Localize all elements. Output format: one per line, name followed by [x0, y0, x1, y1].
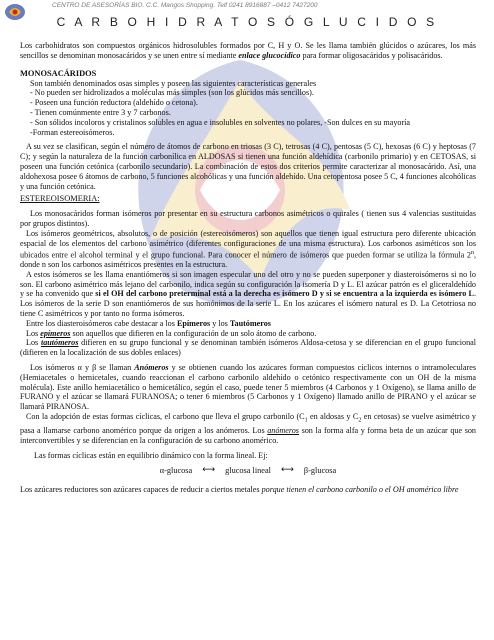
monosaccharides-heading: MONOSACÁRIDOS — [20, 68, 97, 78]
anomers-p2-c: en cetosas) se vuelve asimétrico y pasa a llamarse carbono anomérico porque da origen a los anómeros. Los — [20, 412, 476, 436]
stereo-p3-a: A estos isómeros se les llama enantiómeros si son imagen especular uno del otro y no se pueden superponer y diasteroisómeros si no lo son. El carbono asimétrico más lejano del carbonilo, indica según su configuración la isomería D y L. El azúcar patrón es el gliceraldehído y se ha convenido que — [20, 269, 476, 299]
property-item: - Son sólidos incoloros y cristalinos solubles en agua e insolubles en solventes no polares, -Son dulces en su mayoría — [30, 117, 411, 127]
stereo-p5-c: son aquellos que difieren en la configuración de un solo átomo de carbono. — [70, 328, 317, 338]
stereo-p4-a: Entre los diasteroisómeros cabe destacar a los — [26, 318, 177, 328]
stereo-p6-c: difieren en su grupo funcional y se denominan también isómeros Aldosa-cetosa y se diferencian en el grupo funcional (difieren en la localización de sus dobles enlaces) — [20, 338, 477, 358]
reducing-text-a: Los azúcares reductores son azúcares capaces de reducir a ciertos metales — [20, 484, 262, 494]
equilibrium-lead: Las formas cíclicas están en equilibrio dinámico con la forma lineal. Ej: — [34, 451, 268, 461]
term-anomers-def: anómeros — [267, 426, 299, 436]
property-item: - No pueden ser hidrolizados a moléculas más simples (son los glúcidos más sencillos). — [30, 88, 314, 98]
anomers-p2-b: en aldosas y C — [307, 412, 359, 422]
intro-text-a: Los carbohidratos son compuestos orgánicos hidrosolubles formados por C, H y O. Se les llama también glúcidos o azúcares, los más sencillos se denominan monosacáridos y se unen entre sí mediante — [20, 41, 476, 60]
term-epimers: Epímeros — [176, 318, 211, 328]
stereo-paragraph-4 — [20, 319, 476, 329]
anomers-p1-c: y se obtienen cuando los azúcares forman compuestos cíclicos internos o intramoleculares (Hemiacetales o hemicetales, cuando reaccionan el carbono carbonilo aldehído o cetónico respectivamente con un OH de la misma molécula). Este anillo hemiacetálico o hemicetálico, según el caso, puede tener 5 miembros (4 Carbonos y 1 Oxígeno), se llama anillo de FURANO y el azúcar se llamará FURANOSA; o tener 6 miembros (5 Carbonos y 1 Oxígeno) llamado anillo de PIRANO y el azúcar se llamará PIRANOSA. — [20, 363, 476, 412]
term-epimers-def: epímeros — [40, 328, 71, 338]
stereo-paragraph-1: Los monosacáridos forman isómeros por presentar en su estructura carbonos asimétricos o quirales ( tienen sus 4 valencias sustituidas por grupos distintos). — [20, 209, 476, 229]
stereo-p3-c: . Los isómeros de la serie D son enantiómeros de sus homónimos de la serie L. En los azúcares el isómero natural es D. La Cetotriosa no tiene C asimétricos y por tanto no forma isómeros. — [20, 289, 476, 319]
stereo-p5-a: Los — [26, 328, 41, 338]
stereo-p2-b: , donde n son los carbonos asimétricos presentes en la estructura. — [20, 250, 476, 270]
property-item: -Forman estereoisómeros. — [30, 127, 115, 137]
anomers-p1-a: Los isómeros α y β se llaman — [30, 363, 135, 373]
term-tautomers-def: tautómeros — [40, 338, 79, 348]
stereo-p2-a: Los isómeros geométricos, absolutos, o de posición (estereoisómeros) son aquellos que tienen igual estructura pero diferente ubicación espacial de los elementos del carbono asimétrico (diferentes configuraciones de una misma estructura). Los carbonos asiméticos son los ubicados entre el alcohol terminal y el grupo funcional. Para conocer el número de isómeros que pueden formar se utiliza la fórmula 2 — [20, 228, 476, 260]
reducing-sugars-paragraph — [20, 485, 476, 495]
stereo-paragraph-3 — [20, 270, 476, 319]
page-title: C A R B O H I D R A T O S Ó G L U C I D O S — [56, 15, 438, 29]
stereo-p4-c: y los — [210, 318, 230, 328]
classification-paragraph: A su vez se clasifican, según el número de átomos de carbono en triosas (3 C), tetrosas (4 C), pentosas (5 C), hexosas (6 C) y heptosas (7 C); y según la naturaleza de la función carbonílica en ALDOSAS si tienen una función aldehídica (carbonilo primario) y en CETOSAS, si poseen una función cetónica (carbonilo secundario). La combinación de estos dos criterios permite caracterizar al monosacárido. Así, una aldohexosa posee 6 átomos de carbono, 5 funciones alcohólicas y una función aldehído. Una cetopentosa posee 5 C, 4 funciones alcohólicas y una función cetónica. — [20, 142, 476, 191]
subscript-c1: 1 — [304, 417, 308, 424]
anomers-paragraph-2 — [20, 412, 476, 446]
formula-exponent: n — [470, 249, 474, 256]
stereo-p6-a: Los — [26, 338, 41, 348]
equilibrium-arrow-icon: ⟷ — [202, 464, 216, 475]
stereo-paragraph-5 — [20, 329, 476, 339]
anomers-p2-e: son la forma alfa y forma beta de un azúcar que son interconvertibles y se diferencian en la configuración de su carbono anomérico. — [20, 426, 476, 446]
property-item: - Tienen comúnmente entre 3 y 7 carbonos. — [30, 107, 171, 117]
institution-header: CENTRO DE ASESORÍAS BIO. C.C. Mangos Shopping. Telf 0241 8916887 –0412 7427200 — [52, 2, 318, 9]
anomers-paragraph-1 — [20, 363, 476, 412]
stereoisomerism-heading: ESTEREOISOMERIA: — [20, 194, 100, 204]
stereo-paragraph-6 — [20, 338, 476, 358]
equilibrium-arrow-icon: ⟷ — [280, 464, 294, 475]
equilibrium-row — [20, 466, 476, 476]
property-item: - Poseen una función reductora (aldehído o cetona). — [30, 98, 198, 108]
term-anomers: Anómeros — [134, 363, 169, 373]
intro-text-bold: enlace glucocídico — [238, 50, 301, 60]
anomers-p2-a: Con la adopción de estas formas cíclicas, el carbono que lleva el grupo carbonilo (C — [26, 412, 305, 422]
reducing-text-italic: porque tienen el carbono carbonilo o el OH anomérico libre — [261, 484, 459, 494]
stereo-paragraph-2 — [20, 229, 476, 270]
term-tautomers: Tautómeros — [229, 318, 271, 328]
property-list — [20, 88, 476, 137]
document-body — [20, 41, 476, 494]
beta-glucose: β-glucosa — [303, 465, 337, 475]
intro-paragraph — [20, 41, 476, 61]
intro-text-c: para formar oligosacáridos y polisacáridos. — [300, 50, 443, 60]
d-l-rule: si el OH del carbono preterminal está a la derecha es isómero D y si se encuentra a la izquierda es isómero L — [95, 289, 474, 299]
alpha-glucose: α-glucosa — [159, 465, 193, 475]
monosaccharides-lead: Son también denominados osas simples y poseen las siguientes características generales — [30, 78, 317, 88]
linear-glucose: glucosa lineal — [225, 465, 271, 475]
subscript-c2: 2 — [358, 417, 362, 424]
